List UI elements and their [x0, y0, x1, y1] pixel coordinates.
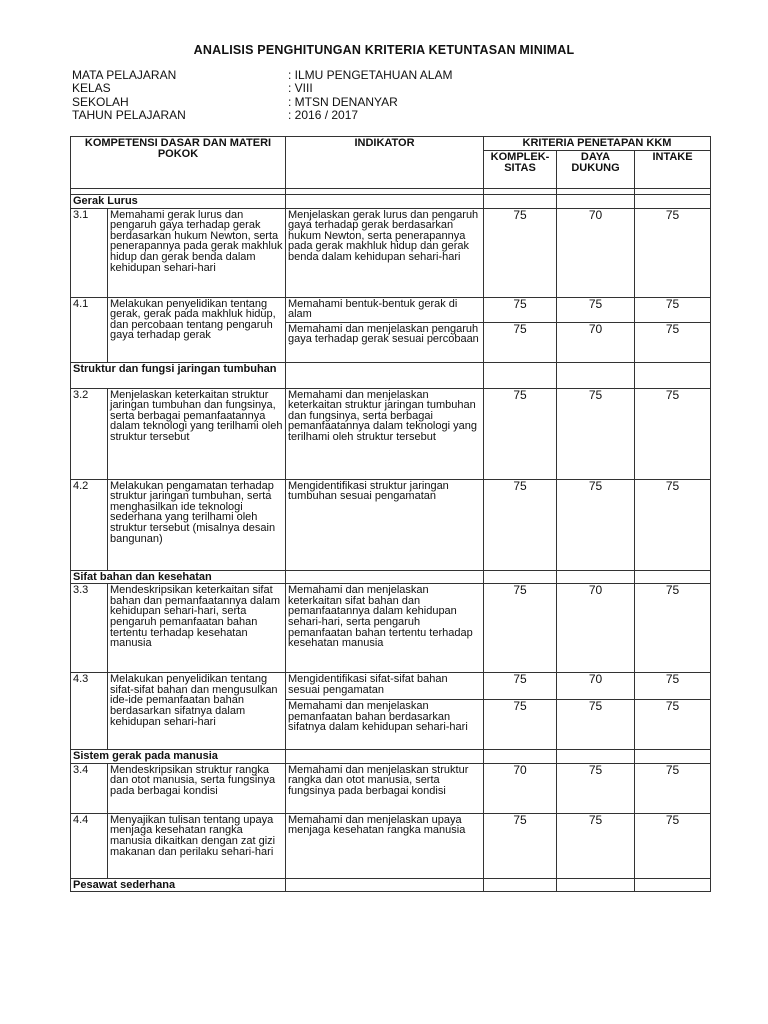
section-row — [71, 878, 711, 892]
kd-text: Melakukan pengamatan terhadap struktur jaringan tumbuhan, serta menghasilkan ide teknologi sederhana yang terilhami oleh struktur tersebut (misalnya desain bangunan) — [108, 479, 286, 570]
meta-value: : VIII — [288, 81, 313, 96]
section-row — [71, 750, 711, 764]
kd-text: Mendeskripsikan keterkaitan sifat bahan dan pemanfaatannya dalam kehidupan sehari-hari, serta pengaruh pemanfaatan bahan tertentu terhadap kesehatan manusia — [108, 584, 286, 673]
score-kompleksitas: 75 — [484, 584, 557, 673]
indikator-text: Memahami dan menjelaskan pengaruh gaya terhadap gerak sesuai percobaan — [286, 322, 484, 362]
kd-number: 4.2 — [71, 479, 108, 570]
section-row — [71, 195, 711, 209]
section-row — [71, 362, 711, 388]
score-intake: 75 — [635, 700, 711, 750]
score-intake: 75 — [635, 813, 711, 878]
meta-value: : MTSN DENANYAR — [288, 94, 398, 109]
header-kriteria: KRITERIA PENETAPAN KKM — [484, 137, 711, 151]
score-kompleksitas: 75 — [484, 479, 557, 570]
section-row — [71, 570, 711, 584]
score-kompleksitas: 75 — [484, 388, 557, 479]
score-daya-dukung: 70 — [557, 584, 635, 673]
score-kompleksitas: 75 — [484, 700, 557, 750]
header-intake: INTAKE — [635, 151, 711, 189]
document-meta — [72, 69, 452, 123]
kd-number: 3.2 — [71, 388, 108, 479]
score-intake: 75 — [635, 673, 711, 700]
kkm-table — [70, 136, 711, 892]
score-intake: 75 — [635, 479, 711, 570]
score-intake: 75 — [635, 297, 711, 322]
indikator-text: Memahami dan menjelaskan upaya menjaga kesehatan rangka manusia — [286, 813, 484, 878]
meta-row-school — [72, 96, 452, 109]
indikator-text: Memahami dan menjelaskan keterkaitan struktur jaringan tumbuhan dan fungsinya, serta berbagai pemanfaatannya dalam teknologi yang terilhami oleh struktur tersebut — [286, 388, 484, 479]
indikator-text: Memahami bentuk-bentuk gerak di alam — [286, 297, 484, 322]
section-title: Pesawat sederhana — [71, 878, 286, 892]
score-daya-dukung: 75 — [557, 700, 635, 750]
score-kompleksitas: 75 — [484, 297, 557, 322]
score-daya-dukung: 75 — [557, 813, 635, 878]
indikator-text: Menjelaskan gerak lurus dan pengaruh gaya terhadap gerak berdasarkan hukum Newton, serta penerapannya pada gerak makhluk hidup dan gerak benda dalam kehidupan sehari-hari — [286, 208, 484, 297]
meta-value: : 2016 / 2017 — [288, 108, 359, 123]
meta-label: KELAS — [72, 81, 111, 96]
indikator-text: Memahami dan menjelaskan pemanfaatan bahan berdasarkan sifatnya dalam kehidupan sehari-hari — [286, 700, 484, 750]
table-row — [71, 813, 711, 878]
kd-text: Mendeskripsikan struktur rangka dan otot manusia, serta fungsinya pada berbagai kondisi — [108, 763, 286, 813]
score-intake: 75 — [635, 208, 711, 297]
score-intake: 75 — [635, 388, 711, 479]
score-daya-dukung: 70 — [557, 208, 635, 297]
score-intake: 75 — [635, 322, 711, 362]
table-row — [71, 297, 711, 322]
kd-number: 3.4 — [71, 763, 108, 813]
kd-text: Melakukan penyelidikan tentang sifat-sifat bahan dan mengusulkan ide-ide pemanfaatan bahan berdasarkan sifatnya dalam kehidupan sehari-hari — [108, 673, 286, 750]
meta-label: MATA PELAJARAN — [72, 68, 177, 82]
kd-text: Menjelaskan keterkaitan struktur jaringan tumbuhan dan fungsinya, serta berbagai pemanfaatannya dalam teknologi yang terilhami oleh struktur tersebut — [108, 388, 286, 479]
kd-number: 3.1 — [71, 208, 108, 297]
score-intake: 75 — [635, 763, 711, 813]
score-kompleksitas: 70 — [484, 763, 557, 813]
meta-label: SEKOLAH — [72, 94, 129, 109]
score-kompleksitas: 75 — [484, 208, 557, 297]
score-daya-dukung: 75 — [557, 479, 635, 570]
header-kd: KOMPETENSI DASAR DAN MATERI POKOK — [71, 137, 286, 189]
kd-number: 4.1 — [71, 297, 108, 362]
kd-number: 4.4 — [71, 813, 108, 878]
table-row — [71, 388, 711, 479]
score-daya-dukung: 75 — [557, 297, 635, 322]
kd-text: Memahami gerak lurus dan pengaruh gaya terhadap gerak berdasarkan hukum Newton, serta penerapannya pada gerak makhluk hidup dan gerak benda dalam kehidupan sehari-hari — [108, 208, 286, 297]
kd-number: 4.3 — [71, 673, 108, 750]
header-indikator: INDIKATOR — [286, 137, 484, 189]
kd-text: Melakukan penyelidikan tentang gerak, gerak pada makhluk hidup, dan percobaan tentang pengaruh gaya terhadap gerak — [108, 297, 286, 362]
indikator-text: Memahami dan menjelaskan keterkaitan sifat bahan dan pemanfaatannya dalam kehidupan sehari-hari, serta pengaruh pemanfaatan bahan tertentu terhadap kesehatan manusia — [286, 584, 484, 673]
header-kompleksitas: KOMPLEK-SITAS — [484, 151, 557, 189]
meta-row-subject — [72, 69, 452, 82]
meta-value: : ILMU PENGETAHUAN ALAM — [288, 68, 453, 82]
table-row — [71, 584, 711, 673]
score-daya-dukung: 70 — [557, 673, 635, 700]
score-kompleksitas: 75 — [484, 673, 557, 700]
score-kompleksitas: 75 — [484, 322, 557, 362]
meta-row-year — [72, 109, 452, 122]
score-daya-dukung: 75 — [557, 388, 635, 479]
section-title: Sistem gerak pada manusia — [71, 750, 286, 764]
section-title: Sifat bahan dan kesehatan — [71, 570, 286, 584]
section-title: Gerak Lurus — [71, 195, 286, 209]
table-row — [71, 479, 711, 570]
header-daya-dukung: DAYA DUKUNG — [557, 151, 635, 189]
indikator-text: Mengidentifikasi sifat-sifat bahan sesuai pengamatan — [286, 673, 484, 700]
score-intake: 75 — [635, 584, 711, 673]
score-kompleksitas: 75 — [484, 813, 557, 878]
kd-number: 3.3 — [71, 584, 108, 673]
score-daya-dukung: 75 — [557, 763, 635, 813]
meta-label: TAHUN PELAJARAN — [72, 108, 186, 123]
table-row — [71, 763, 711, 813]
indikator-text: Mengidentifikasi struktur jaringan tumbuhan sesuai pengamatan — [286, 479, 484, 570]
document-title: ANALISIS PENGHITUNGAN KRITERIA KETUNTASAN MINIMAL — [193, 43, 575, 57]
indikator-text: Memahami dan menjelaskan struktur rangka dan otot manusia, serta fungsinya pada berbagai kondisi — [286, 763, 484, 813]
meta-row-class — [72, 82, 452, 95]
header-row — [71, 137, 711, 151]
table-row — [71, 673, 711, 700]
score-daya-dukung: 70 — [557, 322, 635, 362]
section-title: Struktur dan fungsi jaringan tumbuhan — [71, 362, 286, 388]
table-row — [71, 208, 711, 297]
kd-text: Menyajikan tulisan tentang upaya menjaga kesehatan rangka manusia dikaitkan dengan zat gizi makanan dan perilaku sehari-hari — [108, 813, 286, 878]
